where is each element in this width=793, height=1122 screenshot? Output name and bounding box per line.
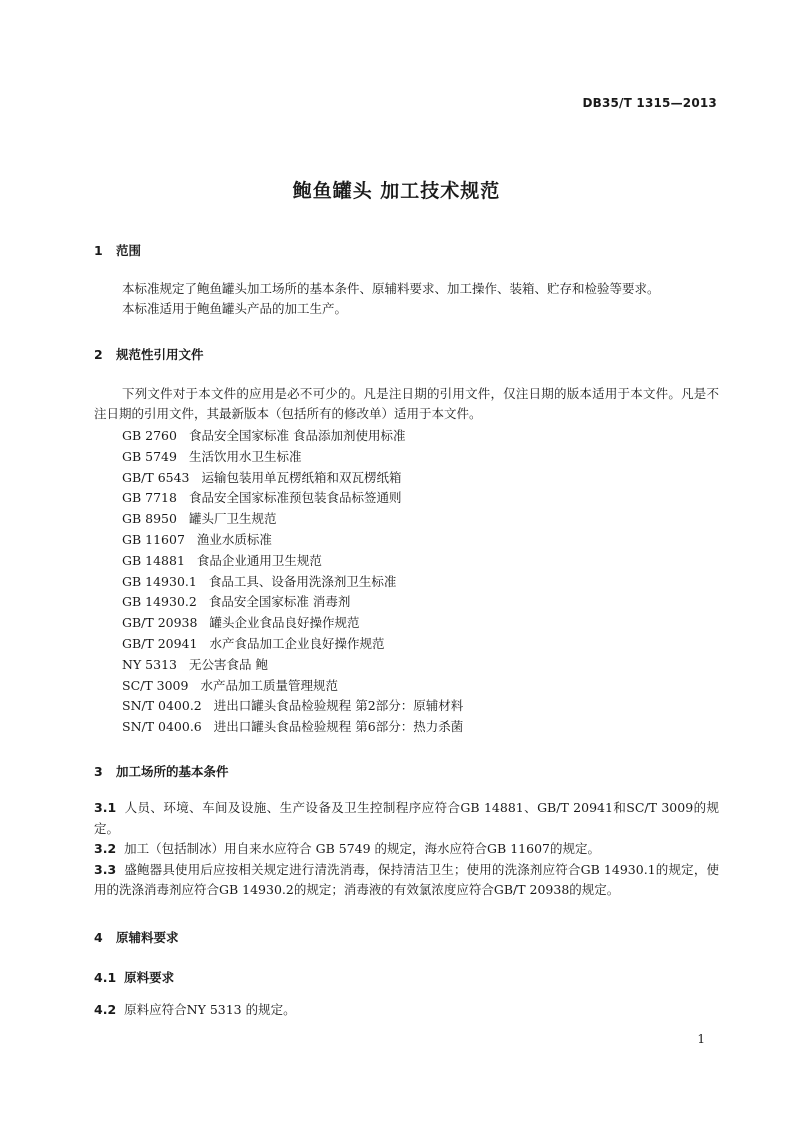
reference-code: SN/T 0400.6 <box>122 719 202 735</box>
reference-code: SN/T 0400.2 <box>122 698 202 714</box>
clause <box>94 860 719 901</box>
reference-title: 渔业水质标准 <box>196 531 272 547</box>
section-number: 4 <box>94 930 103 945</box>
section-4-heading <box>94 928 179 946</box>
reference-item <box>122 592 463 613</box>
reference-title: 生活饮用水卫生标准 <box>188 448 302 464</box>
page-number: 1 <box>697 1032 705 1046</box>
section-title: 范围 <box>116 243 142 258</box>
clause-number: 3.3 <box>94 861 117 877</box>
reference-item <box>122 551 463 572</box>
reference-title: 食品安全国家标准 食品添加剂使用标准 <box>188 428 406 443</box>
reference-code: GB 7718 <box>122 490 177 506</box>
reference-item <box>122 426 463 447</box>
clause <box>94 839 719 860</box>
reference-code: GB 8950 <box>122 511 177 527</box>
section-3-heading <box>94 762 229 780</box>
reference-title: 食品安全国家标准预包装食品标签通则 <box>188 490 402 506</box>
section-title: 加工场所的基本条件 <box>116 764 229 779</box>
reference-title: 罐头企业食品良好操作规范 <box>209 615 360 631</box>
reference-item <box>122 613 463 634</box>
clause-number: 4.1 <box>94 970 117 985</box>
paragraph: 下列文件对于本文件的应用是必不可少的。凡是注日期的引用文件，仅注日期的版本适用于本文件。凡是不注日期的引用文件，其最新版本（包括所有的修改单）适用于本文件。 <box>94 386 719 421</box>
reference-title: 运输包装用单瓦楞纸箱和双瓦楞纸箱 <box>201 469 402 485</box>
reference-title: 水产品加工质量管理规范 <box>200 677 338 693</box>
page-title: 鲍鱼罐头 加工技术规范 <box>292 180 501 202</box>
section-title: 规范性引用文件 <box>116 347 204 362</box>
clause-4-1 <box>94 968 174 986</box>
clause <box>94 798 719 839</box>
section-3-clauses <box>94 798 719 901</box>
clause-number: 3.1 <box>94 800 117 815</box>
reference-title: 进出口罐头食品检验规程 第2部分：原辅材料 <box>213 698 464 714</box>
reference-title: 水产食品加工企业良好操作规范 <box>209 635 385 651</box>
section-2-heading <box>94 345 204 363</box>
reference-item <box>122 488 463 509</box>
clause-text: 原料应符合NY 5313 的规定。 <box>124 1002 296 1017</box>
section-number: 2 <box>94 347 103 362</box>
reference-code: GB/T 20941 <box>122 635 198 651</box>
reference-code: GB 14881 <box>122 552 185 568</box>
reference-code: GB/T 6543 <box>122 469 190 485</box>
section-1-heading <box>94 241 141 259</box>
reference-item <box>122 572 463 593</box>
clause-title: 原料要求 <box>124 970 175 985</box>
reference-code: GB 11607 <box>122 531 185 547</box>
reference-code: SC/T 3009 <box>122 677 189 693</box>
reference-item <box>122 447 463 468</box>
reference-code: GB 14930.2 <box>122 594 197 610</box>
reference-title: 食品安全国家标准 消毒剂 <box>208 594 351 610</box>
reference-item <box>122 634 463 655</box>
reference-code: NY 5313 <box>122 656 177 672</box>
clause-text: 人员、环境、车间及设施、生产设备及卫生控制程序应符合GB 14881、GB/T 20941和SC/T 3009的规定。 <box>94 800 719 836</box>
reference-item <box>122 509 463 530</box>
reference-item <box>122 655 463 676</box>
reference-title: 无公害食品 鲍 <box>188 656 268 672</box>
clause-4-2 <box>94 1000 296 1018</box>
reference-code: GB 2760 <box>122 428 177 443</box>
section-title: 原辅料要求 <box>116 930 179 945</box>
clause-number: 3.2 <box>94 841 117 856</box>
paragraph: 本标准规定了鲍鱼罐头加工场所的基本条件、原辅料要求、加工操作、装箱、贮存和检验等要求。 <box>122 281 660 296</box>
reference-code: GB/T 20938 <box>122 615 198 631</box>
clause-text: 加工（包括制冰）用自来水应符合 GB 5749 的规定，海水应符合GB 11607的规定。 <box>124 841 600 856</box>
reference-title: 食品工具、设备用洗涤剂卫生标准 <box>208 573 397 589</box>
reference-item <box>122 676 463 697</box>
reference-title: 食品企业通用卫生规范 <box>196 552 322 568</box>
reference-list <box>122 426 463 738</box>
reference-item <box>122 696 463 717</box>
reference-title: 进出口罐头食品检验规程 第6部分：热力杀菌 <box>213 719 464 735</box>
section-2-intro <box>94 384 719 424</box>
document-code: DB35/T 1315—2013 <box>582 96 717 110</box>
reference-title: 罐头厂卫生规范 <box>188 511 277 527</box>
reference-code: GB 14930.1 <box>122 573 197 589</box>
reference-item <box>122 530 463 551</box>
reference-item <box>122 468 463 489</box>
clause-number: 4.2 <box>94 1002 117 1017</box>
reference-item <box>122 717 463 738</box>
section-number: 3 <box>94 764 103 779</box>
section-1-body <box>94 279 719 319</box>
clause-text: 盛鲍器具使用后应按相关规定进行清洗消毒，保持清洁卫生；使用的洗涤剂应符合GB 14930.1的规定，使用的洗涤消毒剂应符合GB 14930.2的规定；消毒液的有效氯浓度应符合GB/T 20938的规定。 <box>94 861 719 897</box>
section-number: 1 <box>94 243 103 258</box>
paragraph: 本标准适用于鲍鱼罐头产品的加工生产。 <box>122 301 348 316</box>
reference-code: GB 5749 <box>122 448 177 464</box>
